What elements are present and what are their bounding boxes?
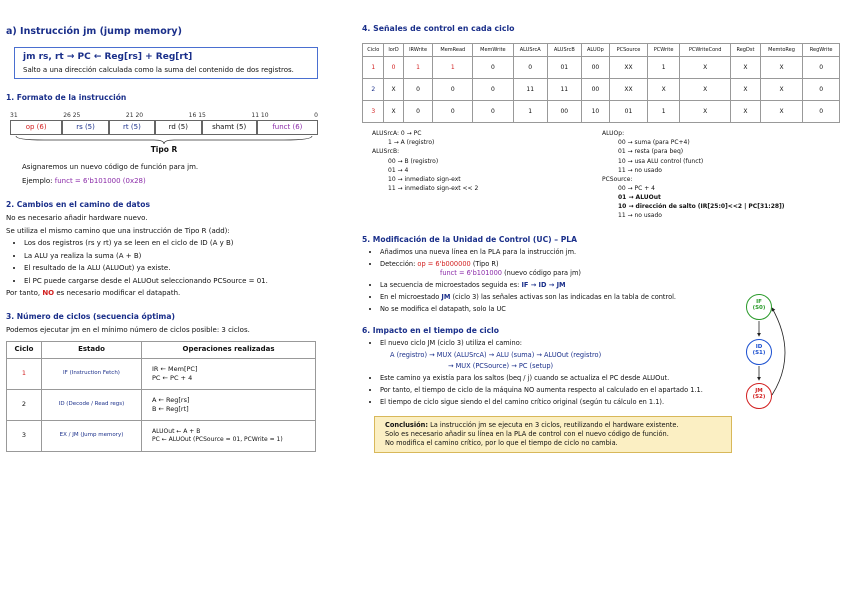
state-name: IF	[756, 299, 762, 305]
field-rt: rt (5)	[109, 120, 155, 135]
legend-line: 1 → A (registro)	[388, 139, 435, 147]
legend-line: ALUSrcA: 0 → PC	[372, 130, 422, 138]
bit-label: 16 15	[188, 111, 206, 119]
detect-label: Detección:	[380, 260, 416, 269]
signal-cell: X	[760, 79, 802, 101]
microstate-jm: JM	[441, 293, 451, 302]
section-1-text: Asignaremos un nuevo código de función para jm.	[22, 163, 199, 172]
section-1-title: 1. Formato de la instrucción	[6, 93, 127, 103]
cycle-ops	[142, 420, 316, 451]
column-header: ALUOp	[581, 43, 609, 57]
section-2-p2: Se utiliza el mismo camino que una instrucción de Tipo R (add):	[6, 226, 230, 235]
section-2-title: 2. Cambios en el camino de datos	[6, 200, 151, 210]
column-header: Ciclo	[363, 43, 384, 57]
list-item: • Añadimos una nueva línea en la PLA para la instrucción jm.	[380, 248, 750, 257]
column-header: MemWrite	[473, 43, 514, 57]
section-4-title: 4. Señales de control en cada ciclo	[362, 24, 515, 33]
microstate-text: (ciclo 3) las señales activas son las indicadas en la tabla de control.	[452, 293, 677, 302]
column-header: MemtoReg	[760, 43, 802, 57]
legend-line: 01 → 4	[388, 166, 409, 174]
signal-cell: 0	[433, 79, 473, 101]
op-line: ALUOut ← A + B	[152, 427, 201, 435]
column-header: RegDst	[731, 43, 761, 57]
signal-cell: 0	[433, 101, 473, 123]
signal-cell: X	[680, 101, 731, 123]
state-node	[746, 383, 772, 409]
list-item: • No se modifica el datapath, solo la UC	[380, 305, 750, 314]
signal-cell: 00	[581, 57, 609, 79]
legend-line: 00 → suma (para PC+4)	[618, 139, 690, 147]
table-row	[363, 57, 840, 79]
legend-line: 11 → no usado	[618, 212, 662, 220]
field-shamt: shamt (5)	[202, 120, 257, 135]
op-line: PC ← ALUOut (PCSource = 01, PCWrite = 1)	[152, 435, 283, 443]
path-line-1: A (registro) → MUX (ALUSrcA) → ALU (suma) → ALUOut (registro)	[390, 350, 602, 359]
signal-cell: X	[384, 101, 403, 123]
signal-cell: XX	[609, 79, 647, 101]
signal-cell: 01	[547, 57, 581, 79]
detect-op: op = 6'b000000	[417, 260, 471, 269]
legend-line: 00 → B (registro)	[388, 157, 439, 165]
legend-left	[362, 129, 602, 221]
signal-cell: X	[731, 79, 761, 101]
conclusion-line: Solo es necesario añadir su línea en la PLA de control con el nuevo código de función.	[385, 430, 669, 439]
signal-cell: 0	[473, 57, 514, 79]
signal-cell: 0	[403, 101, 433, 123]
conclusion-line: No modifica el camino crítico, por lo que el tiempo de ciclo no cambia.	[385, 439, 618, 448]
conclusion-text: La instrucción jm se ejecuta en 3 ciclos, reutilizando el hardware existente.	[430, 421, 679, 430]
op-line: A ← Reg[rs]	[152, 395, 190, 404]
table-row	[363, 101, 840, 123]
op-line: IR ← Mem[PC]	[152, 364, 198, 373]
section-3-title: 3. Número de ciclos (secuencia óptima)	[6, 312, 175, 322]
column-header: MemRead	[433, 43, 473, 57]
column-header: IorD	[384, 43, 403, 57]
signal-cell: 00	[581, 79, 609, 101]
signal-cell: 1	[513, 101, 547, 123]
table-header-row	[363, 43, 840, 57]
list-item	[380, 281, 750, 290]
column-header: Operaciones realizadas	[142, 342, 316, 358]
list-item	[380, 260, 750, 278]
column-header: ALUSrcB	[547, 43, 581, 57]
legend-line: ALUSrcB:	[372, 148, 400, 156]
state-diagram	[732, 294, 802, 414]
signal-cell: 0	[473, 101, 514, 123]
sequence-value: IF → ID → JM	[521, 281, 566, 290]
table-row	[363, 79, 840, 101]
section-1-example	[22, 177, 322, 186]
column-header: RegWrite	[803, 43, 840, 57]
legend-line: PCSource:	[602, 175, 633, 183]
legend-line: 11 → inmediato sign-ext << 2	[388, 184, 479, 192]
syntax-line: jm rs, rt → PC ← Reg[rs] + Reg[rt]	[23, 51, 193, 62]
path-intro: El nuevo ciclo JM (ciclo 3) utiliza el camino:	[380, 339, 522, 348]
legend-line: ALUOp:	[602, 130, 625, 138]
bit-positions	[10, 112, 318, 120]
table-body	[363, 57, 840, 123]
section-2-list	[6, 239, 322, 286]
signal-cell: 2	[363, 79, 384, 101]
field-op: op (6)	[10, 120, 62, 135]
state-name: ID	[755, 344, 763, 350]
state-name: JM	[755, 388, 763, 394]
bit-label: 31	[10, 111, 18, 119]
legend-line: 00 → PC + 4	[618, 184, 655, 192]
section-6-title: 6. Impacto en el tiempo de ciclo	[362, 325, 499, 335]
signal-cell: 1	[647, 57, 679, 79]
signal-cell: 0	[513, 57, 547, 79]
signal-cell: X	[760, 101, 802, 123]
conclusion-line	[385, 421, 721, 430]
cycle-state: EX / JM (Jump memory)	[42, 420, 142, 451]
example-value: funct = 6'b101000 (0x28)	[54, 176, 146, 185]
bit-label: 26 25	[63, 111, 81, 119]
detect-funct: funct = 6'b101000	[440, 269, 502, 278]
field-rd: rd (5)	[155, 120, 201, 135]
column-header: PCSource	[609, 43, 647, 57]
legend-right	[602, 129, 785, 221]
state-node	[746, 294, 772, 320]
bit-label: 11 10	[251, 111, 269, 119]
signal-cell: 10	[581, 101, 609, 123]
bit-label: 0	[314, 111, 318, 119]
signal-cell: 0	[803, 101, 840, 123]
table-row	[7, 420, 316, 451]
state-sub: (S1)	[752, 350, 766, 357]
conclusion-box	[374, 416, 732, 453]
microstate-text: En el microestado	[380, 293, 440, 302]
signal-cell: X	[680, 79, 731, 101]
column-header: PCWriteCond	[680, 43, 731, 57]
signal-cell: X	[647, 79, 679, 101]
column-header: ALUSrcA	[513, 43, 547, 57]
signal-cell: 0	[803, 57, 840, 79]
list-item: • El PC puede cargarse desde el ALUOut seleccionando PCSource = 01.	[24, 277, 322, 286]
cycle-state: IF (Instruction Fetch)	[42, 358, 142, 389]
signal-legend	[362, 129, 842, 221]
conclusion-label: Conclusión:	[385, 421, 428, 430]
tipo-label: Tipo R	[150, 145, 178, 155]
legend-line: 01 → resta (para beq)	[618, 148, 684, 156]
instruction-format	[10, 120, 318, 135]
op-line: PC ← PC + 4	[152, 373, 193, 382]
brace-icon	[14, 135, 314, 145]
left-column	[6, 0, 322, 452]
signal-cell: 0	[384, 57, 403, 79]
column-header: IRWrite	[403, 43, 433, 57]
list-item	[380, 293, 750, 302]
signal-cell: X	[731, 101, 761, 123]
syntax-description: Salto a una dirección calculada como la suma del contenido de dos registros.	[23, 65, 294, 74]
op-line: B ← Reg[rt]	[152, 404, 189, 413]
signal-cell: X	[680, 57, 731, 79]
cycle-number: 2	[7, 389, 42, 420]
column-header: Ciclo	[7, 342, 42, 358]
control-signals-table	[362, 43, 840, 124]
cycle-number: 3	[7, 420, 42, 451]
table-row	[7, 358, 316, 389]
detect-tipo: (Tipo R)	[472, 260, 499, 269]
cycle-ops	[142, 389, 316, 420]
signal-cell: 0	[403, 79, 433, 101]
syntax-box	[14, 47, 318, 80]
column-header: Estado	[42, 342, 142, 358]
table-row	[7, 389, 316, 420]
section-5-title: 5. Modificación de la Unidad de Control (UC) – PLA	[362, 235, 577, 245]
state-node	[746, 339, 772, 365]
list-item: • Este camino ya existía para los saltos (beq / j) cuando se actualiza el PC desde ALUOut.	[380, 374, 848, 383]
state-sub: (S0)	[752, 305, 766, 312]
cycle-state: ID (Decode / Read regs)	[42, 389, 142, 420]
cycles-table	[6, 341, 316, 451]
cycle-number: 1	[7, 358, 42, 389]
list-item: • El resultado de la ALU (ALUOut) ya existe.	[24, 264, 322, 273]
list-item: • Los dos registros (rs y rt) ya se leen en el ciclo de ID (A y B)	[24, 239, 322, 248]
signal-cell: 00	[547, 101, 581, 123]
section-2-p1: No es necesario añadir hardware nuevo.	[6, 214, 148, 223]
signal-cell: 0	[473, 79, 514, 101]
signal-cell: XX	[609, 57, 647, 79]
signal-cell: 1	[647, 101, 679, 123]
legend-line: 11 → no usado	[618, 166, 662, 174]
field-funct: funct (6)	[257, 120, 318, 135]
state-sub: (S2)	[752, 394, 766, 401]
example-label: Ejemplo:	[22, 176, 53, 185]
list-item: • Por tanto, el tiempo de ciclo de la máquina NO aumenta respecto al calculado en el apartado 1.1.	[380, 386, 848, 395]
legend-line: 10 → dirección de salto (IR[25:0]<<2 | PC[31:28])	[618, 203, 785, 211]
signal-cell: 01	[609, 101, 647, 123]
main-title: a) Instrucción jm (jump memory)	[6, 26, 182, 37]
section-3-text: Podemos ejecutar jm en el mínimo número de ciclos posible: 3 ciclos.	[6, 325, 250, 334]
section-2-conclusion	[6, 289, 322, 298]
signal-cell: 1	[403, 57, 433, 79]
signal-cell: X	[760, 57, 802, 79]
sequence-label: La secuencia de microestados seguida es:	[380, 281, 520, 290]
conclusion-text: es necesario modificar el datapath.	[56, 289, 181, 298]
bit-label: 21 20	[125, 111, 144, 119]
signal-cell: 1	[363, 57, 384, 79]
conclusion-text: Por tanto,	[6, 289, 41, 298]
signal-cell: 3	[363, 101, 384, 123]
signal-cell: 1	[433, 57, 473, 79]
signal-cell: 0	[803, 79, 840, 101]
detect-nuevo: (nuevo código para jm)	[504, 269, 582, 278]
table-header-row	[7, 342, 316, 358]
signal-cell: 11	[547, 79, 581, 101]
list-item: • La ALU ya realiza la suma (A + B)	[24, 252, 322, 261]
cycle-ops	[142, 358, 316, 389]
field-rs: rs (5)	[62, 120, 108, 135]
list-item: • El tiempo de ciclo sigue siendo el del camino crítico original (según tu cálculo en 1.1).	[380, 398, 848, 407]
signal-cell: 11	[513, 79, 547, 101]
section-5-list	[362, 248, 750, 313]
legend-line: 01 → ALUOut	[618, 193, 661, 201]
conclusion-no: NO	[42, 289, 55, 298]
column-header: PCWrite	[647, 43, 679, 57]
legend-line: 10 → usa ALU control (funct)	[618, 157, 704, 165]
legend-line: 10 → inmediato sign-ext	[388, 175, 461, 183]
path-line-2: → MUX (PCSource) → PC (setup)	[448, 361, 554, 370]
signal-cell: X	[384, 79, 403, 101]
signal-cell: X	[731, 57, 761, 79]
